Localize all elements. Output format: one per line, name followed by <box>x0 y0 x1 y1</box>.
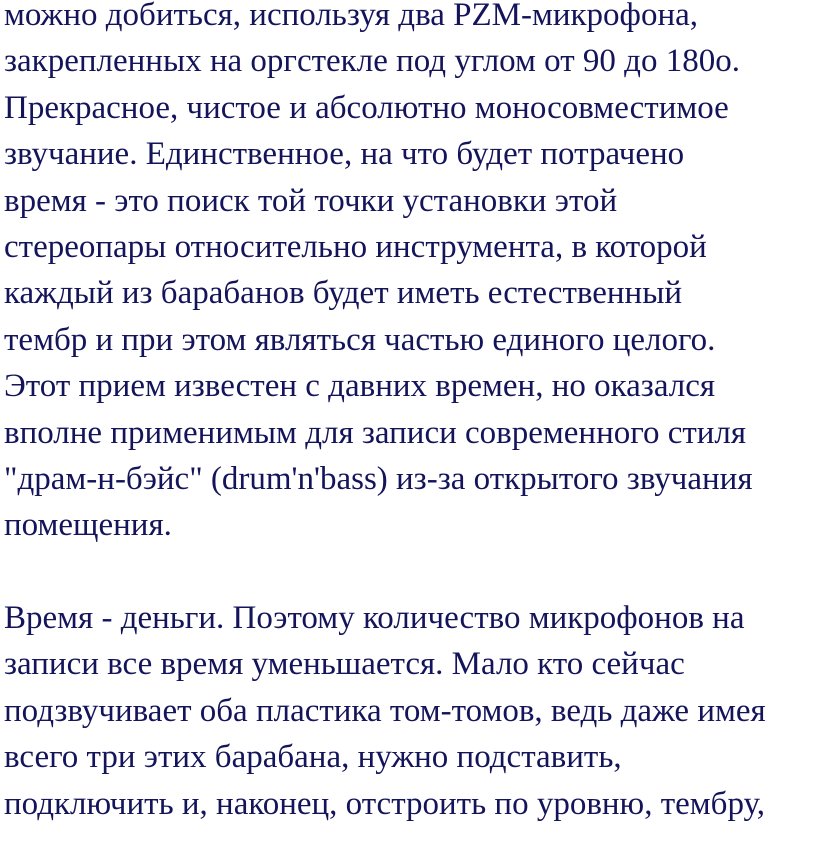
text-line: всего три этих барабана, нужно подставить, <box>4 739 622 776</box>
text-line: записи все время уменьшается. Мало кто сейчас <box>4 646 685 683</box>
paragraph-gap <box>4 549 816 595</box>
text-line: Прекрасное, чистое и абсолютно моносовместимое <box>4 89 729 126</box>
text-line: каждый из барабанов будет иметь естественный <box>4 275 683 312</box>
text-line: время - это поиск той точки установки этой <box>4 182 618 219</box>
text-line: стереопары относительно инструмента, в которой <box>4 228 707 265</box>
text-line: Время - деньги. Поэтому количество микрофонов на <box>4 600 745 637</box>
text-line: подзвучивает оба пластика том-томов, ведь даже имея <box>4 692 766 729</box>
text-line: закрепленных на оргстекле под углом от 90 до 180о. <box>4 43 740 80</box>
text-line: подключить и, наконец, отстроить по уровню, тембру, <box>4 785 765 822</box>
text-line: Этот прием известен с давних времен, но оказался <box>4 368 716 405</box>
text-line: "драм-н-бэйс" (drum'n'bass) из-за открытого звучания <box>4 460 753 497</box>
text-line: вполне применимым для записи современного стиля <box>4 414 747 451</box>
paragraph-time-money <box>4 595 816 827</box>
paragraph-stereo-pair <box>4 0 816 549</box>
text-line: можно добиться, используя два PZM-микрофона, <box>4 0 698 33</box>
text-line: тембр и при этом являться частью единого целого. <box>4 321 716 358</box>
document-page <box>4 0 816 827</box>
text-line: помещения. <box>4 507 172 544</box>
text-line: звучание. Единственное, на что будет потрачено <box>4 136 685 173</box>
